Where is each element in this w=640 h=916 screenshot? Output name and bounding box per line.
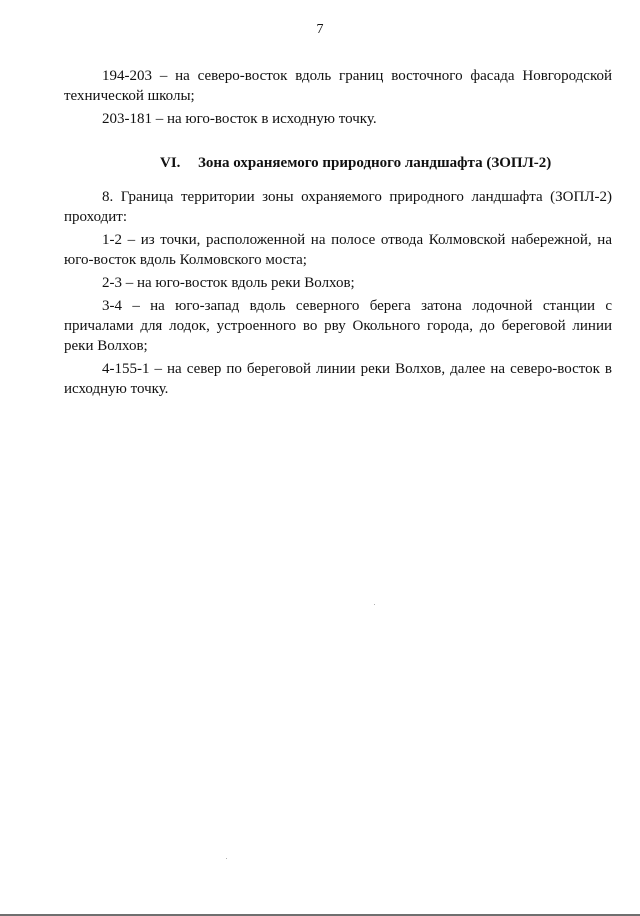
paragraph-1-2: 1-2 – из точки, расположенной на полосе отвода Колмовской набережной, на юго-восток вдоль Колмовского моста; xyxy=(64,232,612,268)
section-number: VI. xyxy=(160,155,181,171)
paragraph-2-3: 2-3 – на юго-восток вдоль реки Волхов; xyxy=(102,275,355,291)
paragraph-203-181: 203-181 – на юго-восток в исходную точку. xyxy=(102,111,377,127)
page-number: 7 xyxy=(316,22,324,37)
section-heading xyxy=(64,153,612,173)
paragraph-4-155-1: 4-155-1 – на север по береговой линии реки Волхов, далее на северо-восток в исходную точку. xyxy=(64,361,612,397)
paragraph-194-203: 194-203 – на северо-восток вдоль границ восточного фасада Новгородской технической школы; xyxy=(64,68,612,104)
paragraph-3-4: 3-4 – на юго-запад вдоль северного берега затона лодочной станции с причалами для лодок, устроенного во рву Окольного города, до береговой линии реки Волхов; xyxy=(64,298,612,354)
scan-speck xyxy=(226,858,227,859)
scan-speck xyxy=(374,604,375,605)
section-title: Зона охраняемого природного ландшафта (ЗОПЛ-2) xyxy=(198,155,552,171)
document-body xyxy=(64,66,612,402)
paragraph-boundary-intro: 8. Граница территории зоны охраняемого природного ландшафта (ЗОПЛ-2) проходит: xyxy=(64,189,612,225)
